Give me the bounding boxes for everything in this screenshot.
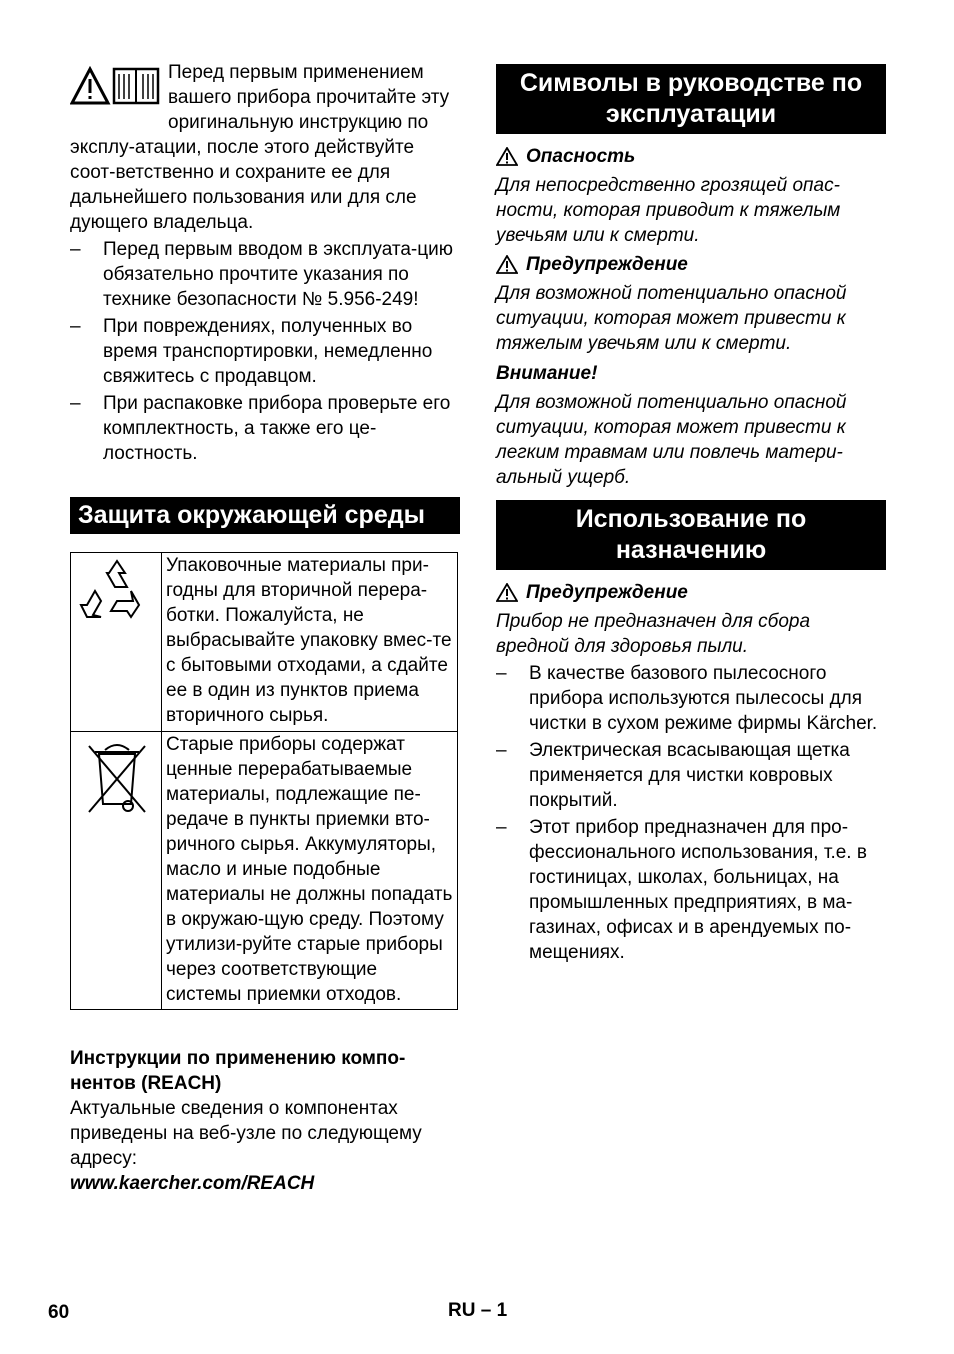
symbols-section (496, 64, 886, 490)
list-item: – Перед первым вводом в эксплуата-цию обязательно прочтите указания по технике безопасности № 5.956-249! (70, 237, 460, 312)
danger-label: Опасность (526, 146, 636, 167)
usage-warning-text: Прибор не предназначен для сбора вредной для здоровья пыли. (496, 611, 811, 657)
reach-section (70, 1046, 460, 1196)
warning-text: Для возможной потенциально опасной ситуации, которая может привести к тяжелым увечьям или к смерти. (496, 283, 847, 354)
reach-text: Актуальные сведения о компонентах приведены на веб-узле по следующему адресу: (70, 1098, 422, 1169)
usage-section (496, 500, 886, 965)
list-item: – При повреждениях, полученных во время транспортировки, немедленно свяжитесь с продавцом. (70, 314, 460, 389)
recycle-cell (71, 553, 162, 732)
environment-heading: Защита окружающей среды (70, 497, 460, 534)
intro-list (70, 237, 460, 466)
danger-line (496, 144, 886, 169)
warning-label: Предупреждение (526, 254, 688, 275)
table-row (71, 553, 458, 732)
caution-label: Внимание! (496, 363, 598, 384)
recycle-text: Упаковочные материалы при-годны для вторичной перера-ботки. Пожалуйста, не выбрасывайте упаковку вмес-те с бытовыми отходами, а сдайте ее в один из пунктов приема вторичного сырья. (162, 553, 458, 732)
list-item: – Этот прибор предназначен для про-фессионального использования, т.е. в гостиницах, школах, больницах, на промышленных предприятиях, в ма-газинах, офисах и в арендуемых по-мещениях. (496, 815, 886, 965)
danger-text: Для непосредственно грозящей опас-ности, которая приводит к тяжелым увечьям или к смерти. (496, 175, 841, 246)
warning-triangle-icon (496, 583, 518, 602)
usage-heading: Использование по назначению (496, 500, 886, 570)
language-page-label: RU – 1 (448, 1300, 508, 1321)
intro-block (70, 60, 460, 466)
symbols-heading: Символы в руководстве по эксплуатации (496, 64, 886, 134)
list-item: – Электрическая всасывающая щетка применяется для чистки ковровых покрытий. (496, 738, 886, 813)
crossed-bin-icon (71, 732, 161, 822)
warning-read-manual-icon (70, 66, 162, 106)
warning-line (496, 252, 886, 277)
page-number: 60 (48, 1302, 70, 1323)
environment-table (70, 552, 458, 1010)
bin-cell (71, 732, 162, 1010)
intro-text: Перед первым применением вашего прибора прочитайте эту оригинальную инструкцию по эксплу-атации, после этого действуйте соот-ветственно и сохраните ее для дальнейшего пользования или для сле дующего владельца. (70, 62, 450, 233)
list-item: – При распаковке прибора проверьте его комплектность, а также его це-лостность. (70, 391, 460, 466)
usage-warning-label: Предупреждение (526, 582, 688, 603)
intro-icons (70, 66, 162, 112)
bin-text: Старые приборы содержат ценные перерабатываемые материалы, подлежащие пе-редаче в пункты приемки вто-ричного сырья. Аккумуляторы, масло и иные подобные материалы не должны попадать в окружаю-щую среду. Поэтому утилизи-руйте старые приборы через соответствующие системы приемки отходов. (162, 732, 458, 1010)
reach-heading: Инструкции по применению компо-нентов (REACH) (70, 1048, 406, 1094)
environment-section (70, 497, 460, 1010)
caution-text: Для возможной потенциально опасной ситуации, которая может привести к легким травмам или повлечь матери-альный ущерб. (496, 392, 847, 488)
reach-link[interactable]: www.kaercher.com/REACH (70, 1173, 315, 1194)
warning-triangle-icon (496, 147, 518, 166)
list-item: – В качестве базового пылесосного прибора используются пылесосы для чистки в сухом режиме фирмы Kärcher. (496, 661, 886, 736)
usage-warning-line (496, 580, 886, 605)
table-row (71, 732, 458, 1010)
usage-list (496, 661, 886, 965)
recycle-icon (71, 553, 161, 633)
warning-triangle-icon (496, 255, 518, 274)
